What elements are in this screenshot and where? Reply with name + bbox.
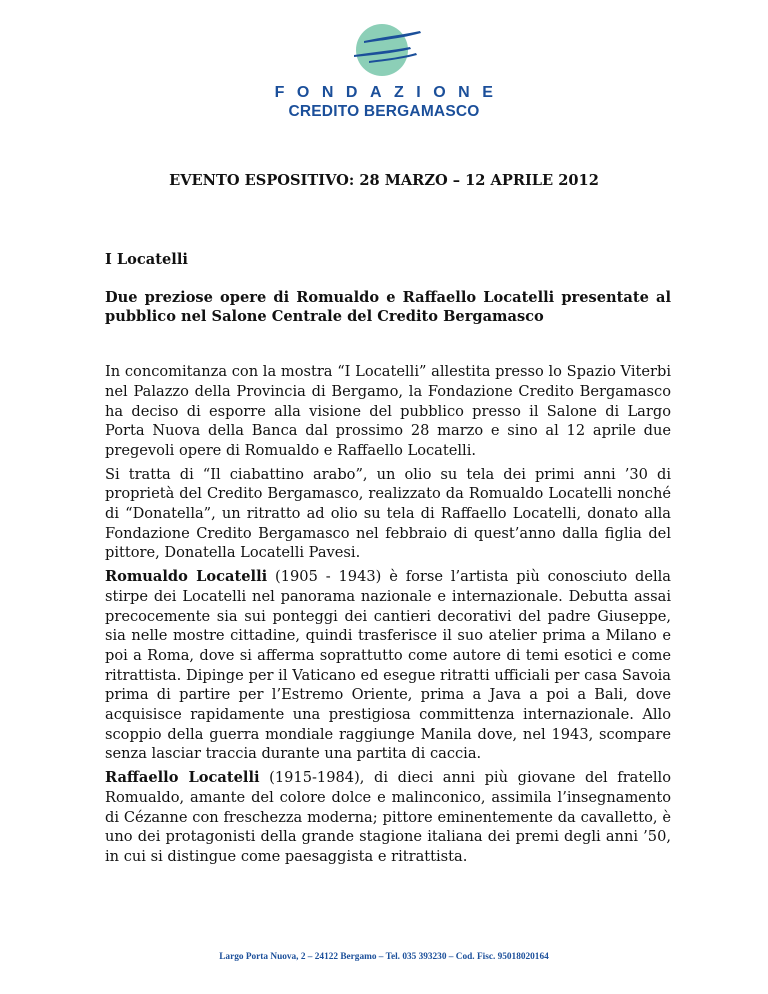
paragraph-raffaello: [105, 768, 671, 867]
romualdo-bio: (1905 - 1943) è forse l’artista più conosciuto della stirpe dei Locatelli nel panorama nazionale e internazionale. Debutta assai precocemente sia sui ponteggi dei cantieri decorativi del padre Giuseppe, sia nelle mostre cittadine, quindi trasferisce il suo atelier prima a Milano e poi a Roma, dove si afferma soprattutto come autore di temi esotici e come ritrattista. Dipinge per il Vaticano ed esegue ritratti ufficiali per casa Savoia prima di partire per l’Estremo Oriente, prima a Java a poi a Bali, dove acquisisce rapidamente una prestigiosa committenza internazionale. Allo scoppio della guerra mondiale raggiunge Manila dove, nel 1943, scompare senza lasciar traccia durante una partita di caccia.: [105, 568, 671, 763]
logo: [0, 22, 768, 121]
paragraph-works: Si tratta di “Il ciabattino arabo”, un olio su tela dei primi anni ’30 di proprietà del Credito Bergamasco, realizzato da Romualdo Locatelli nonché di “Donatella”, un ritratto ad olio su tela di Raffaello Locatelli, donato alla Fondazione Credito Bergamasco nel febbraio di quest’anno dalla figlia del pittore, Donatella Locatelli Pavesi.: [105, 465, 671, 562]
logo-text-credito-bergamasco: CREDITO BERGAMASCO: [288, 103, 480, 120]
raffaello-name: Raffaello Locatelli: [105, 769, 260, 787]
event-title: EVENTO ESPOSITIVO: 28 MARZO – 12 APRILE 2012: [169, 172, 599, 189]
logo-text-fondazione: FONDAZIONE: [274, 84, 506, 101]
raffaello-bio: (1915-1984), di dieci anni più giovane del fratello Romualdo, amante del colore dolce e malinconico, assimila l’insegnamento di Cézanne con freschezza moderna; pittore eminentemente da cavalletto, è uno dei protagonisti della grande stagione italiana dei premi degli anni ’50, in cui si distingue come paesaggista e ritrattista.: [105, 769, 671, 865]
subtitle: Due preziose opere di Romualdo e Raffaello Locatelli presentate al pubblico nel Salone Centrale del Credito Bergamasco: [105, 288, 671, 326]
document-body: [105, 250, 671, 867]
footer-address: Largo Porta Nuova, 2 – 24122 Bergamo – Tel. 035 393230 – Cod. Fisc. 95018020164: [219, 952, 549, 962]
paragraph-intro: In concomitanza con la mostra “I Locatelli” allestita presso lo Spazio Viterbi nel Palazzo della Provincia di Bergamo, la Fondazione Credito Bergamasco ha deciso di esporre alla visione del pubblico presso il Salone di Largo Porta Nuova della Banca dal prossimo 28 marzo e sino al 12 aprile due pregevoli opere di Romualdo e Raffaello Locatelli.: [105, 363, 671, 459]
section-title: I Locatelli: [105, 251, 188, 268]
paragraph-romualdo: [105, 567, 671, 764]
swimmers-circle-icon: [324, 22, 444, 78]
romualdo-name: Romualdo Locatelli: [105, 568, 268, 586]
